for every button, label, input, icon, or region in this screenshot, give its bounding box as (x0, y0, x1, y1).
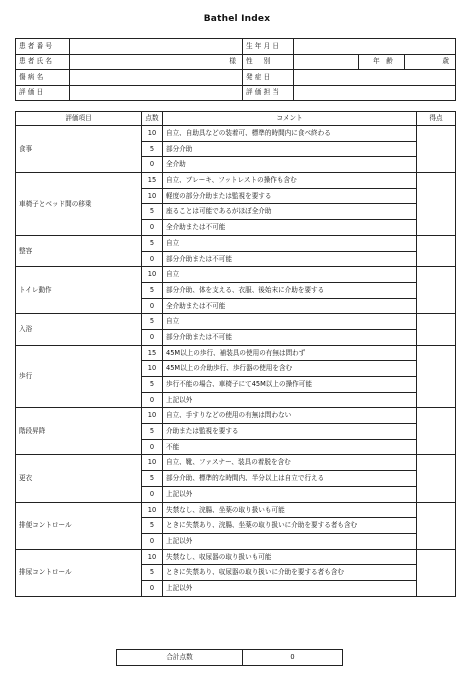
option-comment: 上記以外 (163, 580, 417, 596)
evaluation-table (15, 111, 456, 597)
age-unit: 歳 (442, 57, 450, 66)
option-points[interactable]: 0 (142, 580, 163, 596)
option-points[interactable]: 0 (142, 157, 163, 173)
item-name: 階段昇降 (16, 408, 142, 455)
option-comment: 不能 (163, 439, 417, 455)
table-row (16, 267, 456, 283)
option-points[interactable]: 5 (142, 314, 163, 330)
age-label: 年 齢 (359, 54, 405, 70)
option-points[interactable]: 5 (142, 235, 163, 251)
option-comment: 軽度の部分介助または監視を要する (163, 188, 417, 204)
option-comment: 自立 (163, 267, 417, 283)
header-points: 点数 (142, 112, 163, 126)
table-row (16, 502, 456, 518)
option-points[interactable]: 0 (142, 298, 163, 314)
sex-field[interactable] (294, 54, 359, 70)
option-comment: 部分介助、体を支える、衣服、後始末に介助を要する (163, 282, 417, 298)
option-comment: 部分介助 (163, 141, 417, 157)
option-points[interactable]: 15 (142, 173, 163, 189)
score-cell[interactable] (417, 502, 456, 549)
option-points[interactable]: 5 (142, 518, 163, 534)
option-points[interactable]: 10 (142, 502, 163, 518)
option-comment: 自立 (163, 314, 417, 330)
option-points[interactable]: 0 (142, 251, 163, 267)
item-name: 排尿コントロール (16, 549, 142, 596)
table-row (16, 173, 456, 189)
eval-date-field[interactable] (70, 85, 243, 101)
option-points[interactable]: 10 (142, 408, 163, 424)
option-comment: ときに失禁あり、浣腸、坐薬の取り扱いに介助を要する者も含む (163, 518, 417, 534)
option-comment: 上記以外 (163, 392, 417, 408)
option-points[interactable]: 5 (142, 141, 163, 157)
score-cell[interactable] (417, 235, 456, 266)
patient-name-label: 患者氏名 (16, 54, 70, 70)
option-comment: 上記以外 (163, 486, 417, 502)
score-cell[interactable] (417, 345, 456, 408)
option-comment: 部分介助または不可能 (163, 251, 417, 267)
option-comment: 歩行不能の場合、車椅子にて45M以上の操作可能 (163, 377, 417, 393)
honorific: 様 (229, 57, 236, 66)
onset-label: 発症日 (243, 70, 294, 86)
score-cell[interactable] (417, 549, 456, 596)
table-row (16, 408, 456, 424)
item-name: トイレ動作 (16, 267, 142, 314)
age-field[interactable] (405, 54, 456, 70)
evaluator-field[interactable] (294, 85, 456, 101)
option-comment: 全介助 (163, 157, 417, 173)
option-comment: 座ることは可能であるがほぼ全介助 (163, 204, 417, 220)
option-points[interactable]: 0 (142, 486, 163, 502)
item-name: 入浴 (16, 314, 142, 345)
option-points[interactable]: 0 (142, 439, 163, 455)
option-comment: 失禁なし、収尿器の取り扱いも可能 (163, 549, 417, 565)
onset-field[interactable] (294, 70, 456, 86)
option-points[interactable]: 5 (142, 565, 163, 581)
table-row (16, 345, 456, 361)
header-score: 得点 (417, 112, 456, 126)
option-points[interactable]: 10 (142, 126, 163, 142)
table-row (16, 549, 456, 565)
table-row (16, 126, 456, 142)
item-name: 歩行 (16, 345, 142, 408)
option-points[interactable]: 10 (142, 549, 163, 565)
option-points[interactable]: 0 (142, 392, 163, 408)
option-points[interactable]: 5 (142, 282, 163, 298)
table-row (16, 455, 456, 471)
birth-date-label: 生年月日 (243, 39, 294, 55)
option-comment: 自立、手すりなどの使用の有無は問わない (163, 408, 417, 424)
total-label: 合計点数 (117, 650, 243, 666)
item-name: 食事 (16, 126, 142, 173)
option-points[interactable]: 5 (142, 377, 163, 393)
option-comment: 45M以上の介助歩行、歩行器の使用を含む (163, 361, 417, 377)
patient-name-field[interactable] (70, 54, 243, 70)
option-comment: 全介助または不可能 (163, 298, 417, 314)
patient-number-field[interactable] (70, 39, 243, 55)
total-table (116, 649, 343, 666)
option-points[interactable]: 0 (142, 533, 163, 549)
form-title: Bathel Index (203, 14, 271, 24)
patient-number-label: 患者番号 (16, 39, 70, 55)
score-cell[interactable] (417, 408, 456, 455)
item-name: 更衣 (16, 455, 142, 502)
option-comment: 自立、自助具などの装着可、標準的時間内に食べ終わる (163, 126, 417, 142)
header-item: 評価項目 (16, 112, 142, 126)
option-points[interactable]: 15 (142, 345, 163, 361)
table-row (16, 314, 456, 330)
option-points[interactable]: 10 (142, 267, 163, 283)
score-cell[interactable] (417, 455, 456, 502)
option-points[interactable]: 10 (142, 361, 163, 377)
score-cell[interactable] (417, 267, 456, 314)
option-comment: 45M以上の歩行、補装具の使用の有無は問わず (163, 345, 417, 361)
option-comment: 自立、靴、ファスナー、装具の着脱を含む (163, 455, 417, 471)
item-name: 排便コントロール (16, 502, 142, 549)
option-comment: 部分介助、標準的な時間内、半分以上は自立で行える (163, 471, 417, 487)
table-row (16, 235, 456, 251)
option-comment: 失禁なし、浣腸、坐薬の取り扱いも可能 (163, 502, 417, 518)
option-points[interactable]: 0 (142, 220, 163, 236)
option-comment: 部分介助または不可能 (163, 329, 417, 345)
option-comment: ときに失禁あり、収尿器の取り扱いに介助を要する者も含む (163, 565, 417, 581)
option-comment: 介助または監視を要する (163, 424, 417, 440)
option-comment: 上記以外 (163, 533, 417, 549)
score-cell[interactable] (417, 126, 456, 173)
total-value: 0 (243, 650, 343, 666)
option-points[interactable]: 10 (142, 188, 163, 204)
header-comment: コメント (163, 112, 417, 126)
option-comment: 全介助または不可能 (163, 220, 417, 236)
option-points[interactable]: 5 (142, 204, 163, 220)
option-points[interactable]: 5 (142, 424, 163, 440)
eval-date-label: 評価日 (16, 85, 70, 101)
option-comment: 自立 (163, 235, 417, 251)
score-cell[interactable] (417, 173, 456, 236)
score-cell[interactable] (417, 314, 456, 345)
patient-info-table (15, 38, 456, 101)
option-comment: 自立、ブレーキ、フットレストの操作も含む (163, 173, 417, 189)
evaluator-label: 評価担当 (243, 85, 294, 101)
item-name: 車椅子とベッド間の移乗 (16, 173, 142, 236)
disease-field[interactable] (70, 70, 243, 86)
item-name: 整容 (16, 235, 142, 266)
option-points[interactable]: 0 (142, 329, 163, 345)
option-points[interactable]: 10 (142, 455, 163, 471)
birth-date-field[interactable] (294, 39, 456, 55)
option-points[interactable]: 5 (142, 471, 163, 487)
disease-label: 傷病名 (16, 70, 70, 86)
sex-label: 性 別 (243, 54, 294, 70)
